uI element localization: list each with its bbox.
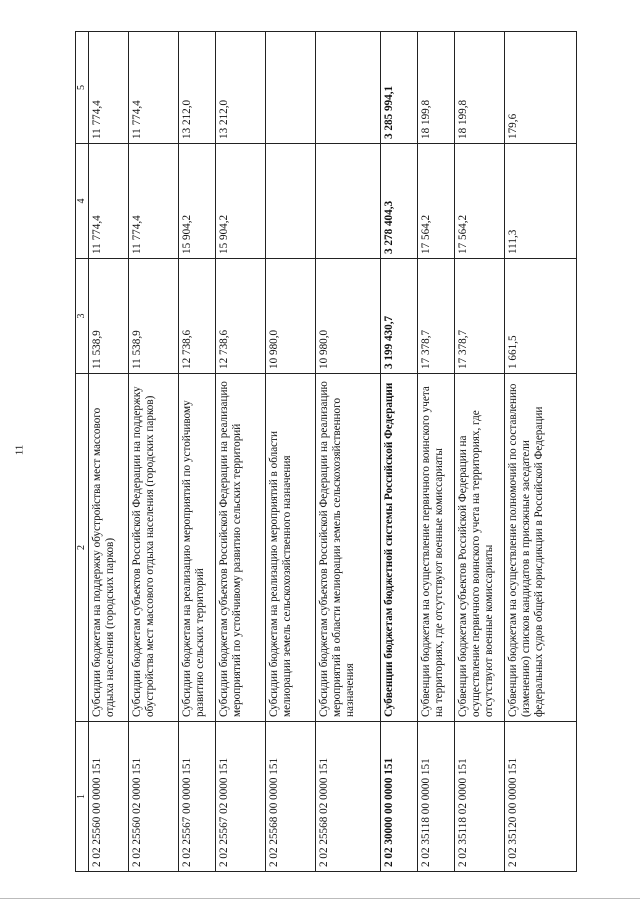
column-header-2: 2 <box>76 374 89 722</box>
name-cell: Субвенции бюджетам субъектов Российской Федерации на осуществление первичного воинского учета на территориях, где отсутствуют военные комиссариаты <box>455 374 505 722</box>
name-cell: Субсидии бюджетам на поддержку обустройства мест массового отдыха населения (городских парков) <box>89 374 129 722</box>
value-cell-col4: 111,3 <box>505 144 577 259</box>
table-row <box>129 32 179 872</box>
code-cell: 2 02 30000 00 0000 151 <box>381 722 418 872</box>
code-cell: 2 02 35118 02 0000 151 <box>455 722 505 872</box>
table-body <box>89 32 577 872</box>
value-cell-col4: 3 278 404,3 <box>381 144 418 259</box>
column-header-1: 1 <box>76 722 89 872</box>
table-row <box>316 32 381 872</box>
value-cell-col3: 11 538,9 <box>129 259 179 374</box>
value-cell-col3: 11 538,9 <box>89 259 129 374</box>
table-header-row <box>76 32 89 872</box>
column-header-4: 4 <box>76 144 89 259</box>
code-cell: 2 02 35120 00 0000 151 <box>505 722 577 872</box>
value-cell-col3: 12 738,6 <box>216 259 266 374</box>
value-cell-col3: 10 980,0 <box>316 259 381 374</box>
page-number: 11 <box>13 444 26 456</box>
code-cell: 2 02 25567 02 0000 151 <box>216 722 266 872</box>
value-cell-col5: 13 212,0 <box>179 32 216 144</box>
name-cell: Субсидии бюджетам субъектов Российской Федерации на реализацию мероприятий в области мелиорации земель сельскохозяйственного назначения <box>316 374 381 722</box>
value-cell-col4 <box>266 144 316 259</box>
value-cell-col4: 17 564,2 <box>455 144 505 259</box>
value-cell-col3: 12 738,6 <box>179 259 216 374</box>
code-cell: 2 02 25560 00 0000 151 <box>89 722 129 872</box>
table-row <box>381 32 418 872</box>
value-cell-col3: 1 661,5 <box>505 259 577 374</box>
value-cell-col3: 17 378,7 <box>418 259 455 374</box>
value-cell-col5: 11 774,4 <box>89 32 129 144</box>
value-cell-col3: 10 980,0 <box>266 259 316 374</box>
value-cell-col5: 13 212,0 <box>216 32 266 144</box>
budget-table <box>75 31 577 872</box>
value-cell-col5: 18 199,8 <box>418 32 455 144</box>
value-cell-col5 <box>316 32 381 144</box>
rotated-page-content <box>75 32 546 872</box>
table-row <box>89 32 129 872</box>
code-cell: 2 02 25567 00 0000 151 <box>179 722 216 872</box>
value-cell-col3: 17 378,7 <box>455 259 505 374</box>
name-cell: Субсидии бюджетам на реализацию мероприятий по устойчивому развитию сельских территорий <box>179 374 216 722</box>
name-cell: Субвенции бюджетам на осуществление полномочий по составлению (изменению) списков кандидатов в присяжные заседатели федеральных судов общей юрисдикции в Российской Федерации <box>505 374 577 722</box>
table-row <box>216 32 266 872</box>
table-row <box>179 32 216 872</box>
name-cell: Субвенции бюджетам бюджетной системы Российской Федерации <box>381 374 418 722</box>
name-cell: Субвенции бюджетам на осуществление первичного воинского учета на территориях, где отсутствуют военные комиссариаты <box>418 374 455 722</box>
value-cell-col5: 179,6 <box>505 32 577 144</box>
code-cell: 2 02 35118 00 0000 151 <box>418 722 455 872</box>
code-cell: 2 02 25568 02 0000 151 <box>316 722 381 872</box>
value-cell-col4 <box>316 144 381 259</box>
table-row <box>505 32 577 872</box>
value-cell-col4: 15 904,2 <box>179 144 216 259</box>
value-cell-col4: 11 774,4 <box>89 144 129 259</box>
value-cell-col5 <box>266 32 316 144</box>
value-cell-col4: 15 904,2 <box>216 144 266 259</box>
scan-artifact-line <box>0 898 640 899</box>
value-cell-col4: 11 774,4 <box>129 144 179 259</box>
value-cell-col4: 17 564,2 <box>418 144 455 259</box>
table-row <box>418 32 455 872</box>
budget-table-container <box>75 32 546 872</box>
column-header-3: 3 <box>76 259 89 374</box>
value-cell-col3: 3 199 430,7 <box>381 259 418 374</box>
value-cell-col5: 3 285 994,1 <box>381 32 418 144</box>
column-header-5: 5 <box>76 32 89 144</box>
code-cell: 2 02 25568 00 0000 151 <box>266 722 316 872</box>
value-cell-col5: 18 199,8 <box>455 32 505 144</box>
table-row <box>455 32 505 872</box>
code-cell: 2 02 25560 02 0000 151 <box>129 722 179 872</box>
value-cell-col5: 11 774,4 <box>129 32 179 144</box>
name-cell: Субсидии бюджетам субъектов Российской Федерации на реализацию мероприятий по устойчивому развитию сельских территорий <box>216 374 266 722</box>
table-row <box>266 32 316 872</box>
name-cell: Субсидии бюджетам на реализацию мероприятий в области мелиорации земель сельскохозяйственного назначения <box>266 374 316 722</box>
name-cell: Субсидии бюджетам субъектов Российской Федерации на поддержку обустройства мест массового отдыха населения (городских парков) <box>129 374 179 722</box>
